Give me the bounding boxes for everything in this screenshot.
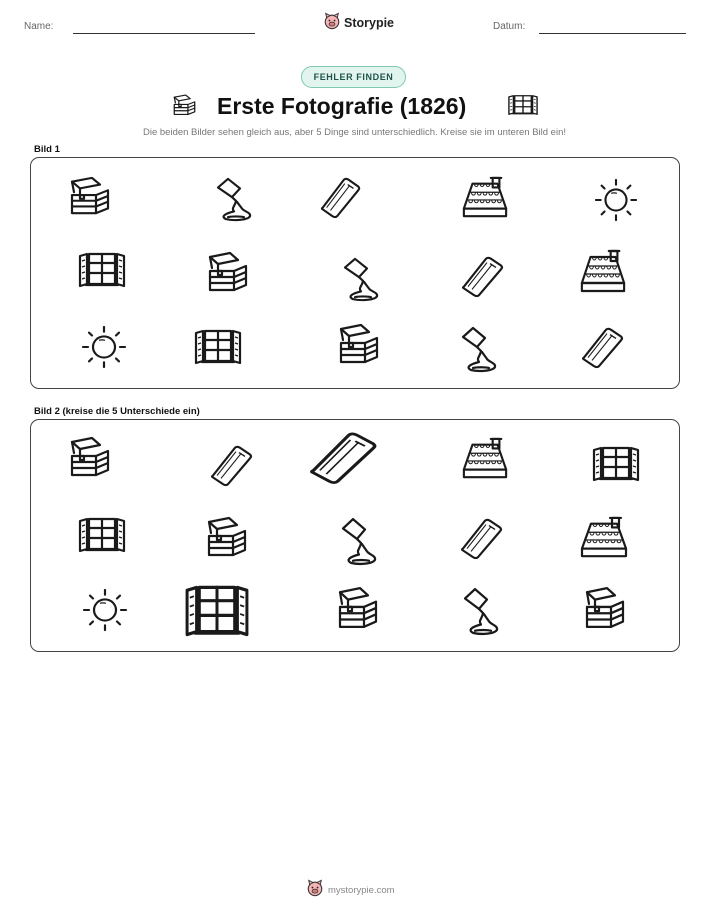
- roof-icon: [579, 249, 627, 300]
- sun-icon: [82, 588, 128, 637]
- name-line[interactable]: [73, 33, 255, 34]
- plate-icon: [319, 175, 363, 224]
- chest-icon: [68, 436, 112, 483]
- bottle-icon: [459, 586, 503, 641]
- chest-icon: [205, 516, 249, 563]
- worksheet-type-badge: FEHLER FINDEN: [301, 66, 406, 88]
- picture-1-label: Bild 1: [34, 144, 60, 155]
- chest-icon: [583, 586, 627, 635]
- plate-icon: [209, 443, 255, 492]
- picture-2-panel[interactable]: [30, 419, 680, 652]
- page-title: Erste Fotografie (1826): [217, 93, 467, 119]
- name-label: Name:: [24, 21, 54, 32]
- bottle-icon: [212, 176, 256, 227]
- window-icon: [77, 516, 127, 559]
- pig-mascot-icon: [306, 879, 324, 902]
- date-line[interactable]: [539, 33, 686, 34]
- bottle-icon: [457, 325, 501, 378]
- roof-icon: [579, 516, 629, 565]
- instructions: Die beiden Bilder sehen gleich aus, aber 5 Dinge sind unterschiedlich. Kreise sie im unteren Bild ein!: [143, 127, 566, 138]
- brand-logo: [323, 13, 394, 33]
- roof-icon: [461, 437, 509, 486]
- bottle-icon: [337, 516, 381, 571]
- chest-icon: [336, 586, 380, 635]
- pig-mascot-icon: [323, 12, 341, 35]
- chest-icon: [68, 176, 112, 221]
- sun-icon: [594, 178, 638, 227]
- picture-2-label: Bild 2 (kreise die 5 Unterschiede ein): [34, 406, 200, 417]
- chest-icon: [337, 323, 381, 370]
- window-icon: [77, 251, 127, 294]
- chest-icon: [172, 94, 197, 121]
- plate-icon: [307, 429, 381, 490]
- footer: [306, 879, 395, 902]
- chest-icon: [206, 251, 250, 298]
- picture-1-panel: [30, 157, 680, 389]
- window-icon: [193, 328, 243, 371]
- date-label: Datum:: [493, 21, 526, 32]
- plate-icon: [459, 516, 505, 565]
- window-icon: [507, 94, 539, 121]
- title-row: [0, 92, 709, 122]
- footer-url: mystorypie.com: [328, 885, 395, 896]
- window-icon: [183, 583, 251, 644]
- brand-name: Storypie: [344, 16, 395, 30]
- plate-icon: [580, 325, 626, 374]
- sun-icon: [81, 325, 127, 374]
- roof-icon: [461, 176, 509, 225]
- window-icon: [591, 445, 641, 488]
- plate-icon: [460, 254, 506, 303]
- bottle-icon: [339, 256, 383, 307]
